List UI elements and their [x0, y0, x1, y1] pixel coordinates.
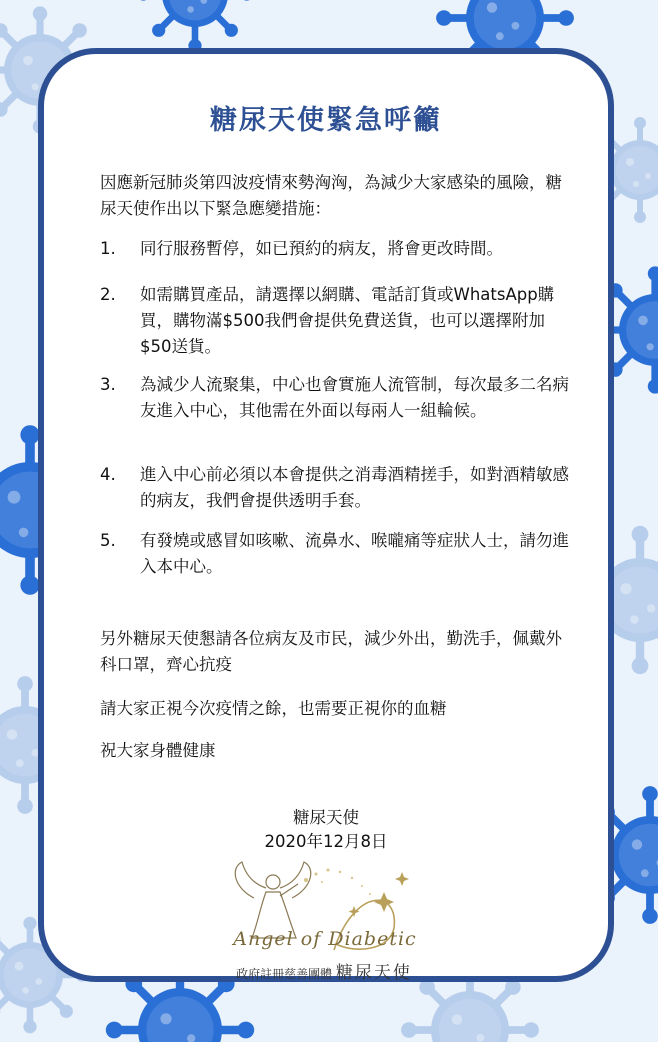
announcement-card	[38, 48, 614, 982]
measure-number: 1.	[100, 239, 116, 258]
angel-logo	[224, 858, 424, 984]
measure-number: 3.	[100, 375, 116, 394]
measure-item	[100, 236, 570, 262]
measure-item	[100, 462, 570, 514]
measure-text: 同行服務暫停，如已預約的病友，將會更改時間。	[140, 239, 503, 258]
logo-chinese-name	[224, 958, 424, 983]
signature-org: 糖尿天使	[293, 808, 359, 827]
measure-text: 為減少人流聚集，中心也會實施人流管制，每次最多二名病友進入中心，其他需在外面以每兩人一組輪候。	[140, 375, 569, 420]
measure-text: 進入中心前必須以本會提供之消毒酒精搓手，如對酒精敏感的病友，我們會提供透明手套。	[140, 465, 569, 510]
virus-icon	[137, 0, 254, 52]
appeal-text: 另外糖尿天使懇請各位病友及市民，減少外出，勤洗手，佩戴外科口罩，齊心抗疫	[100, 629, 562, 674]
measure-text: 有發燒或感冒如咳嗽、流鼻水、喉嚨痛等症狀人士，請勿進入本中心。	[140, 531, 569, 576]
measure-item	[100, 528, 570, 580]
measure-item	[100, 372, 570, 424]
measure-number: 2.	[100, 285, 116, 304]
measure-number: 5.	[100, 531, 116, 550]
page-title: 糖尿天使緊急呼籲	[210, 105, 442, 136]
logo-chinese-big: 糖尿天使	[335, 963, 412, 983]
logo-english-name: Angel of Diabetic	[233, 928, 417, 950]
measure-number: 4.	[100, 465, 116, 484]
logo-chinese-small: 政府註冊慈善團體	[236, 967, 333, 981]
intro-text: 因應新冠肺炎第四波疫情來勢洶洶，為減少大家感染的風險，糖尿天使作出以下緊急應變措施：	[100, 173, 562, 218]
measure-text: 如需購買產品，請選擇以網購、電話訂貨或WhatsApp購買，購物滿$500我們會提供免費送貨，也可以選擇附加$50送貨。	[140, 285, 555, 356]
blessing-text: 祝大家身體健康	[100, 741, 216, 760]
reminder-text: 請大家正視今次疫情之餘，也需要正視你的血糖	[100, 699, 447, 718]
measure-item	[100, 282, 570, 360]
signature-date: 2020年12月8日	[264, 832, 388, 851]
